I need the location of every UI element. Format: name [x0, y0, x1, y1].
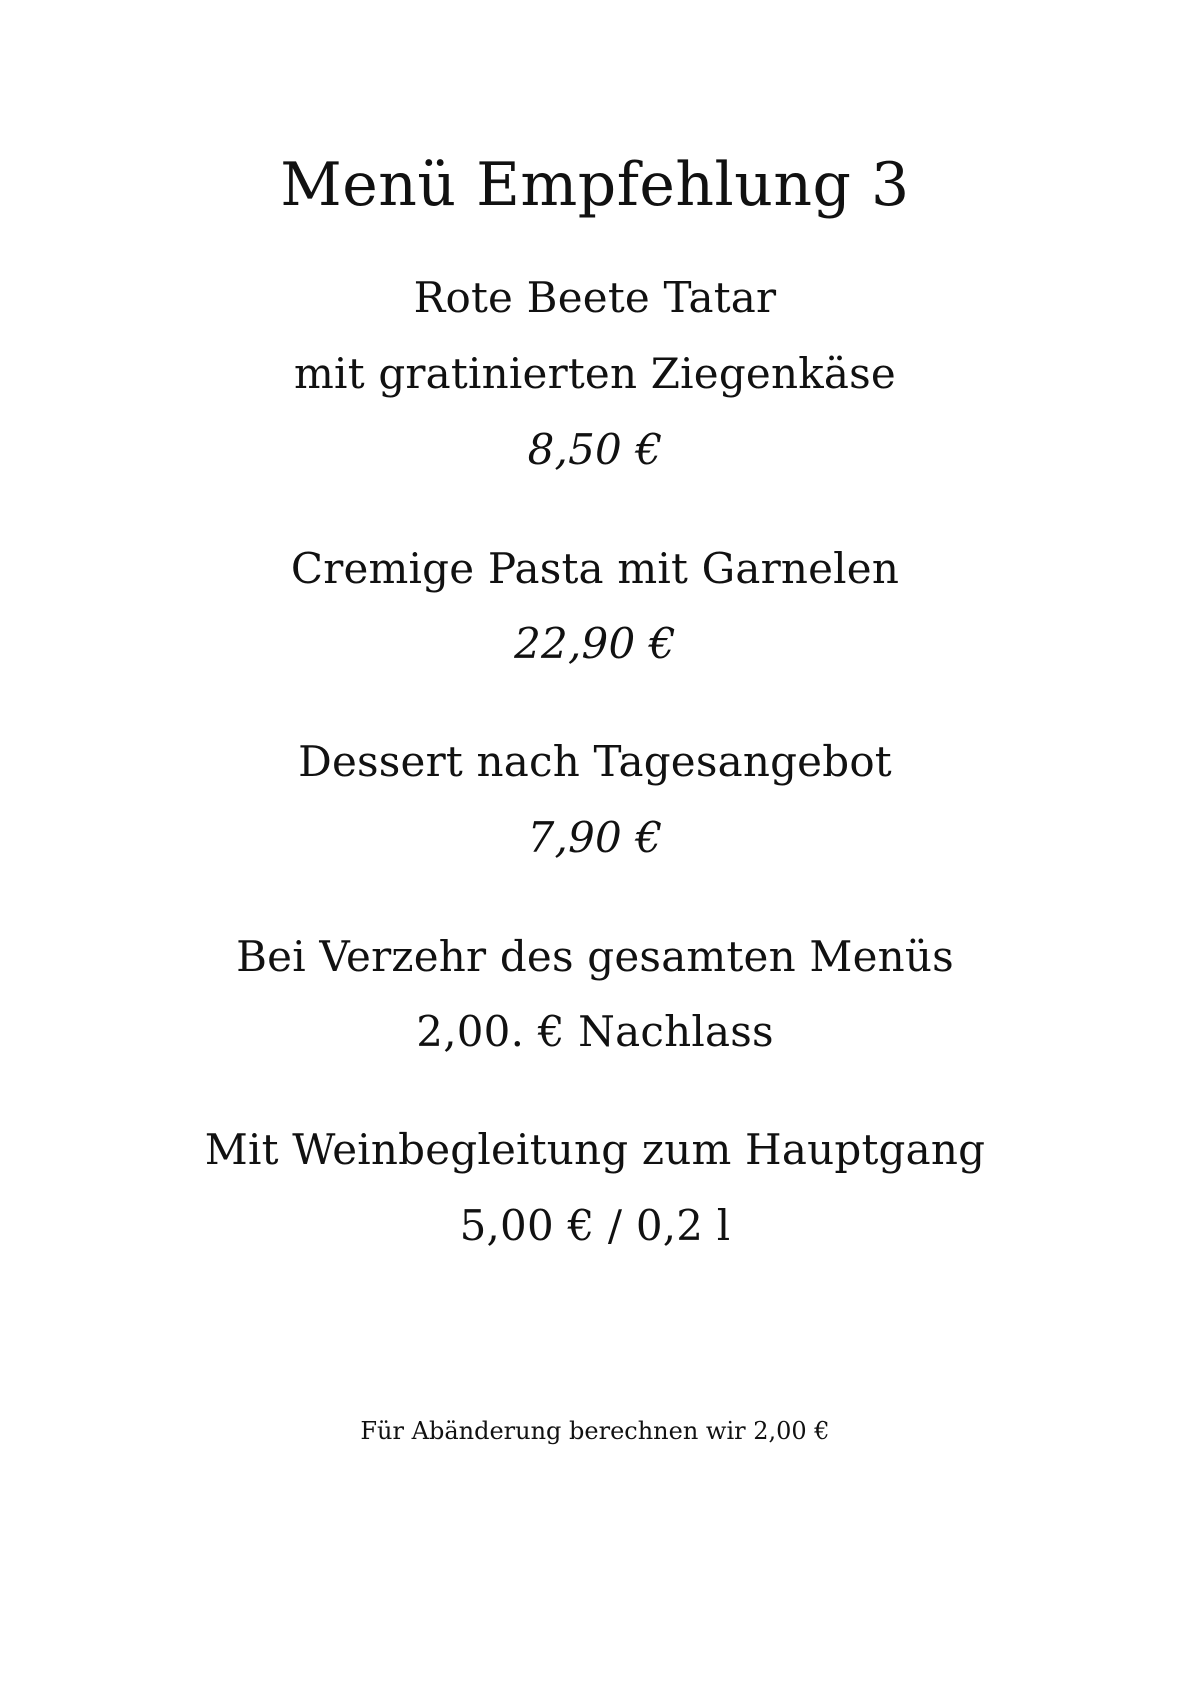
course-2-name: Cremige Pasta mit Garnelen — [290, 544, 900, 593]
course-3-name: Dessert nach Tagesangebot — [298, 737, 892, 786]
course-2-price: 22,90 € — [514, 619, 676, 668]
course-1-name: Rote Beete Tatar — [413, 273, 777, 322]
course-1-description: mit gratinierten Ziegenkäse — [294, 349, 896, 398]
wine-pairing-price: 5,00 € / 0,2 l — [459, 1201, 731, 1250]
modification-fee-note: Für Abänderung berechnen wir 2,00 € — [360, 1417, 830, 1445]
discount-condition: Bei Verzehr des gesamten Menüs — [236, 932, 954, 981]
course-3-price: 7,90 € — [527, 813, 663, 862]
wine-pairing-title: Mit Weinbegleitung zum Hauptgang — [204, 1125, 986, 1174]
menu-title: Menü Empfehlung 3 — [280, 150, 910, 221]
course-1-price: 8,50 € — [527, 425, 663, 474]
discount-amount: 2,00. € Nachlass — [416, 1007, 774, 1056]
